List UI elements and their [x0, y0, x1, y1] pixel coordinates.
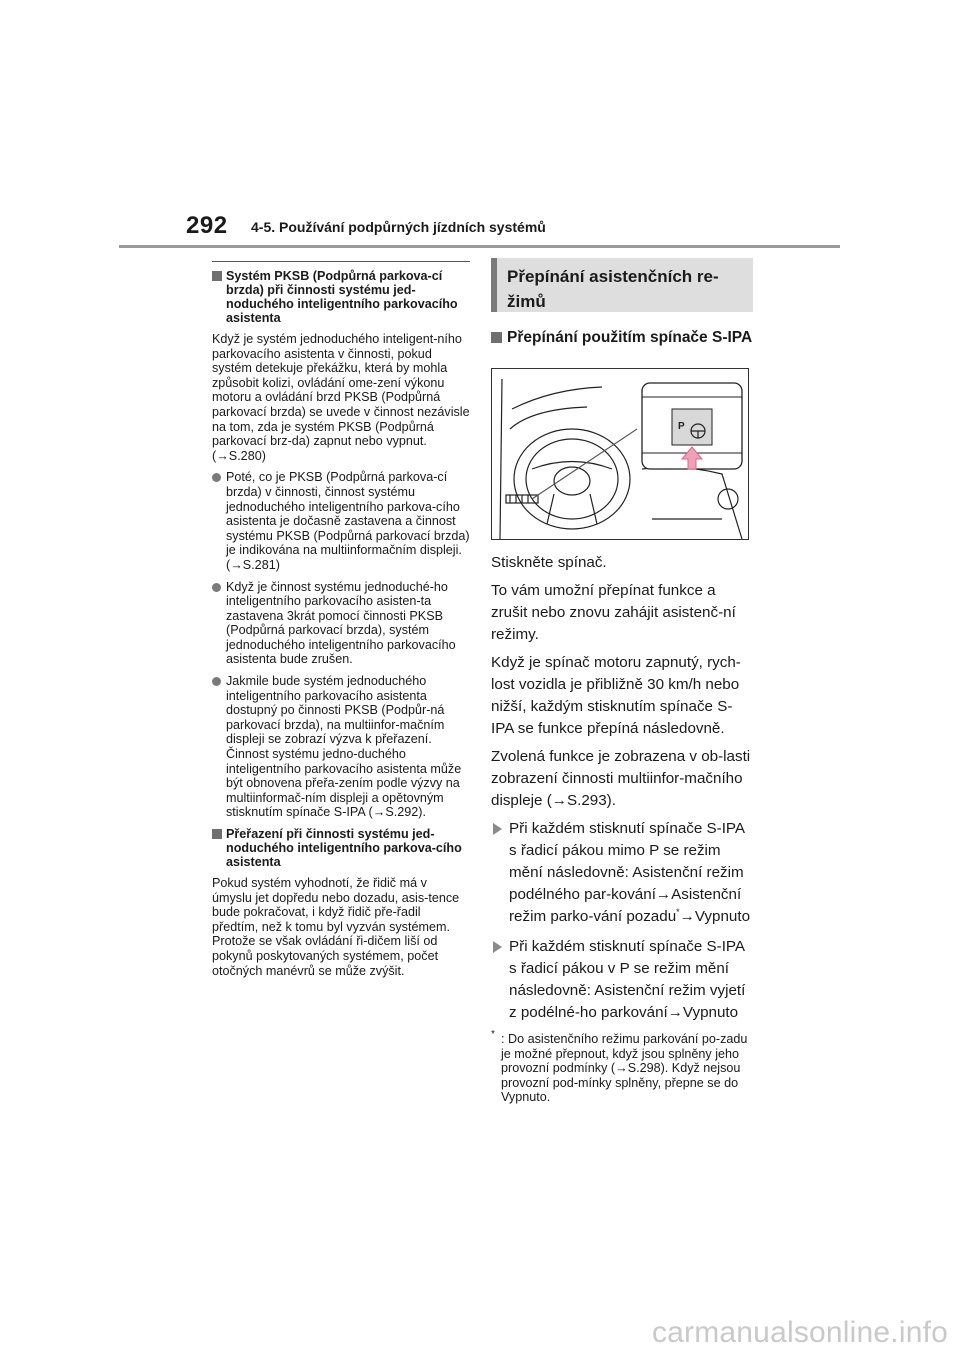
section-heading-text: Systém PKSB (Podpůrná parkova-cí brzda) při činnosti systému jed-noduchého inteligentního parkovacího asistenta	[226, 269, 458, 325]
list-item-text: Při každém stisknutí spínače S-IPA s řadicí pákou v P se režim mění následovně: Asistenční režim vyjetí z podélné-ho parkování→Vypnuto	[509, 938, 746, 1021]
subsection-heading	[491, 325, 753, 350]
right-column	[491, 258, 753, 1105]
square-bullet-icon	[491, 332, 502, 343]
paragraph: Když je spínač motoru zapnutý, rych-lost vozidla je přibližně 30 km/h nebo nižší, každým stisknutím spínače S-IPA se funkce přepíná následovně.	[491, 654, 741, 737]
footnote-star: *	[491, 1029, 495, 1040]
triangle-bullet-icon	[493, 823, 502, 835]
square-bullet-icon	[212, 271, 222, 281]
section-heading-pksb	[212, 269, 470, 325]
paragraph: To vám umožní přepínat funkce a zrušit nebo znovu zahájit asistenč-ní režimy.	[491, 582, 736, 643]
list-item	[491, 818, 753, 928]
list-item	[212, 674, 470, 820]
subsection-heading-text: Přepínání použitím spínače S-IPA	[507, 329, 753, 346]
list-item	[212, 580, 470, 668]
header-divider	[119, 245, 840, 248]
paragraph: Když je systém jednoduchého inteligent-ního parkovacího asistenta v činnosti, pokud systém detekuje překážku, která by mohla způsobit kolizi, ovládání ome-zení výkonu motoru a ovládání brzd PKSB (Podpůrná parkovací brzda) se uvede v činnost nezávisle na tom, zda je systém PKSB (Podpůrná parkovací brz-da) zapnut nebo vypnut. (→S.280)	[212, 332, 470, 463]
dashboard-drawing	[492, 369, 748, 539]
paragraph: Zvolená funkce je zobrazena v ob-lasti zobrazení činnosti multiinfor-mačního displeje (→S.293).	[491, 748, 751, 809]
list-item-text: Poté, co je PKSB (Podpůrná parkova-cí brzda) v činnosti, činnost systému jednoduchého inteligentního parkova-cího asistenta je dočasně zastavena a činnost systému PKSB (Podpůrná parkovací brzda) je indikována na multiinformačním displeji. (→S.281)	[226, 470, 470, 572]
section-heading-shifting	[212, 827, 470, 869]
list-item-text: Jakmile bude systém jednoduchého inteligentního parkovacího asistenta dostupný po činnosti PKSB (Podpůr-ná parkovací brzda), na multiinfor-mačním displeji se zobrazí výzva k přeřazení. Činnost systému jedno-duchého inteligentního parkovacího asistenta může být obnovena přeřa-zením podle výzvy na multiinformač-ním displeji a opětovným stisknutím spínače S-IPA (→S.292).	[226, 674, 462, 820]
column-divider	[212, 261, 470, 262]
watermark: carmanualsonline.info	[651, 1316, 948, 1349]
section-box-heading: Přepínání asistenčních re-žimů	[491, 258, 753, 312]
list-item-text: Když je činnost systému jednoduché-ho inteligentního parkovacího asisten-ta zastavena 3krát pomocí činnosti PKSB (Podpůrná parkovací brzda), systém jednoduchého inteligentního parkovacího asistenta bude zrušen.	[226, 579, 456, 667]
footnote-marker: *	[676, 906, 680, 917]
switch-label: P	[678, 421, 685, 432]
footnote	[491, 1029, 753, 1105]
footnote-text: : Do asistenčního režimu parkování po-zadu je možné přepnout, když jsou splněny jeho provozní podmínky (→S.298). Když nejsou provozní pod-mínky splněny, přepne se do Vypnuto.	[501, 1032, 748, 1105]
dashboard-illustration	[491, 368, 749, 540]
list-item	[491, 936, 753, 1024]
left-column	[212, 261, 470, 985]
circle-bullet-icon	[212, 583, 221, 592]
list-item-text: Při každém stisknutí spínače S-IPA s řadicí pákou mimo P se režim mění následovně: Asistenční režim podélného par-kování→Asistenční režim parko-vání pozadu	[509, 820, 745, 925]
section-heading-text: Přeřazení při činnosti systému jed-noduchého inteligentního parkova-cího asistenta	[226, 827, 462, 869]
circle-bullet-icon	[212, 473, 221, 482]
page-number: 292	[186, 212, 228, 239]
chapter-title: 4-5. Používání podpůrných jízdních systémů	[251, 219, 546, 235]
paragraph: Pokud systém vyhodnotí, že řidič má v úmyslu jet dopředu nebo dozadu, asis-tence bude pokračovat, i když řidič pře-řadil předtím, než k tomu byl vyzván systémem. Protože se však ovládání ři-dičem liší od pokynů poskytovaných systémem, počet otočných manévrů se může zvýšit.	[212, 876, 460, 978]
triangle-bullet-icon	[493, 941, 502, 953]
paragraph: Stiskněte spínač.	[491, 554, 607, 571]
list-item	[212, 470, 470, 572]
circle-bullet-icon	[212, 677, 221, 686]
list-item-text: →Vypnuto	[679, 908, 751, 925]
square-bullet-icon	[212, 829, 222, 839]
